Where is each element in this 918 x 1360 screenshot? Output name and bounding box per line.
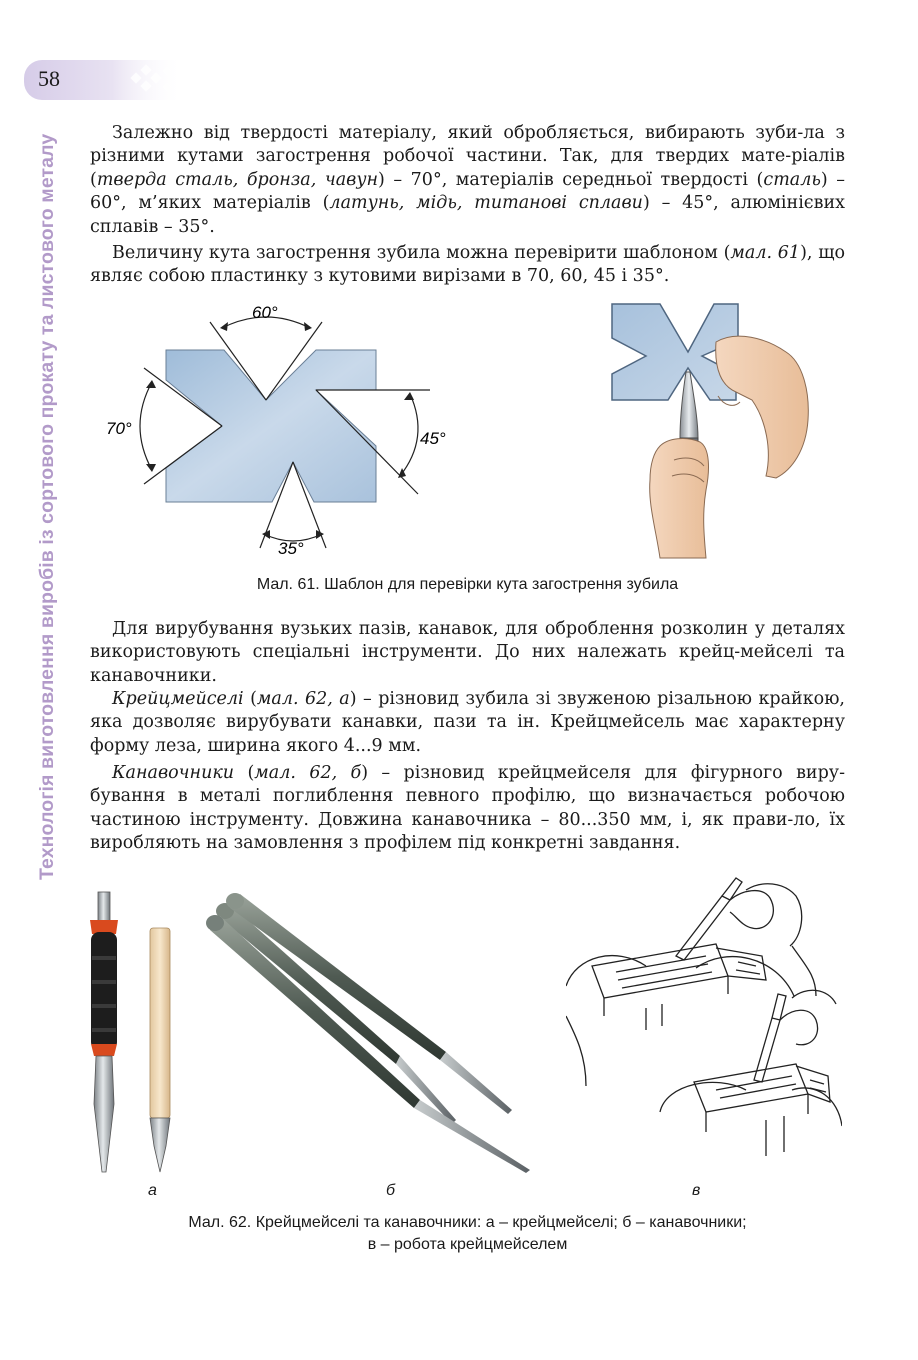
- figure-62-caption-line2: в – робота крейцмейселем: [367, 1236, 568, 1253]
- italic-term: Канавочники: [112, 763, 235, 783]
- italic-term: мал. 61: [730, 243, 801, 263]
- paragraph-cross-cut-chisels: Крейцмейселі (мал. 62, а) – різновид зубила зі звуженою різальною крайкою, яка дозволяє вирубувати канавки, пази та ін. Крейцмейсель має характерну форму леза, ширина якого 4...9 мм.: [90, 689, 845, 756]
- figure-61-caption: Мал. 61. Шаблон для перевірки кута загострення зубила: [256, 576, 679, 593]
- figure-62a-cross-cut-chisels: [80, 884, 190, 1178]
- groove-chisel-3: [206, 915, 530, 1173]
- chisel-blade: [680, 372, 698, 438]
- figure-62-label-b: б: [386, 1182, 395, 1199]
- left-hand: [650, 439, 709, 558]
- italic-term: латунь, мідь, титанові сплави: [329, 193, 643, 214]
- page-number: 58: [38, 66, 60, 91]
- figure-62c-chiseling-work: [566, 876, 842, 1172]
- angle-label-45: 45°: [420, 429, 446, 448]
- rubber-grip: [91, 932, 117, 1050]
- figure-61-template-in-use: [606, 300, 812, 562]
- right-hand: [716, 336, 809, 478]
- paragraph-sharpening-angles: Залежно від твердості матеріалу, який обробляється, вибирають зуби-ла з різними кутами загострення робочої частини. Так, для твердих мате-ріалів (тверда сталь, бронза, чавун) – 70°, матеріалів середньої твердості (сталь) – 60°, м’яких матеріалів (латунь, мідь, титанові сплави) – 45°, алюмінієвих сплавів – 35°.: [90, 123, 845, 237]
- template-plate: [166, 350, 376, 502]
- figure-62b-groove-chisels: [200, 884, 560, 1174]
- figure-62-label-a: а: [148, 1182, 157, 1199]
- figure-62-caption-line1: Мал. 62. Крейцмейселі та канавочники: а – крейцмейселі; б – канавочники;: [188, 1214, 747, 1231]
- figure-62-label-c: в: [692, 1182, 701, 1199]
- italic-term: Крейцмейселі: [112, 689, 244, 709]
- groove-chisel-2: [226, 893, 512, 1114]
- side-section-title: Технологія виготовлення виробів із сортового прокату та листового металу: [36, 133, 58, 880]
- angle-label-35: 35°: [278, 539, 304, 558]
- italic-term: мал. 62, а: [256, 689, 350, 709]
- paragraph-groove-chisels: Канавочники (мал. 62, б) – різновид крейцмейселя для фігурного виру-бування в металі поглиблення певного профілю, що визначається робочою частиною інструменту. Довжина канавочника – 80...350 мм, і, як прави-ло, їх виробляють на замовлення з профілем під конкретні завдання.: [90, 763, 845, 854]
- figure-61-template-diagram: [100, 298, 460, 560]
- paragraph-template-check: Величину кута загострення зубила можна перевірити шаблоном (мал. 61), що являє собою пластинку з кутовими вирізами в 70, 60, 45 і 35°.: [90, 243, 845, 287]
- angle-label-60: 60°: [252, 303, 278, 322]
- italic-term: тверда сталь, бронза, чавун: [96, 169, 379, 190]
- italic-term: мал. 62, б: [254, 763, 362, 783]
- paragraph-special-tools: Для вирубування вузьких пазів, канавок, для оброблення розколин у деталях використовують спеціальні інструменти. До них належать крейц-мейселі та канавочники.: [90, 619, 845, 686]
- italic-term: сталь: [763, 169, 821, 190]
- groove-chisel-1: [216, 903, 456, 1124]
- angle-label-70: 70°: [106, 419, 132, 438]
